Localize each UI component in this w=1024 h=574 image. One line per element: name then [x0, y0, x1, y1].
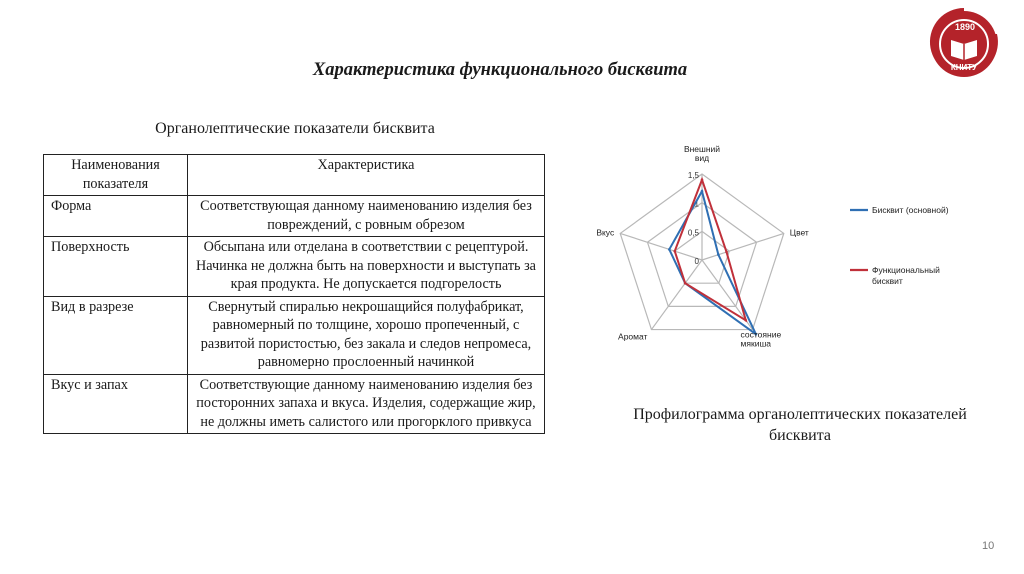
radar-axis-label: Аромат: [618, 331, 648, 342]
row-text: Соответствующие данному наименованию изделия без посторонних запаха и вкуса. Изделия, содержащие жир, не должны иметь салистого или прогорклого привкуса: [188, 374, 545, 434]
header-name: Наименования показателя: [44, 155, 188, 196]
table-caption: Органолептические показатели бисквита: [155, 120, 435, 137]
radar-point: [701, 178, 704, 181]
radar-chart: [596, 144, 984, 400]
radar-tick-label: 1: [694, 199, 699, 209]
row-text: Обсыпана или отделана в соответствии с рецептурой. Начинка не должна быть на поверхности и выступать за края продукта. Не допускается подгорелость: [188, 237, 545, 297]
logo-emblem-icon: [927, 4, 1001, 80]
chart-caption: [590, 404, 1010, 446]
page-number: 10: [982, 540, 995, 552]
legend-label: Функциональный бисквит: [872, 265, 940, 286]
radar-point: [684, 282, 687, 285]
slide-title: Характеристика функционального бисквита: [312, 60, 688, 80]
radar-point: [725, 251, 728, 254]
radar-series-line: [675, 180, 746, 321]
row-name: Форма: [44, 196, 188, 237]
radar-tick-label: 0: [694, 257, 699, 266]
radar-spoke: [620, 233, 702, 260]
table-row: [44, 374, 545, 434]
legend-label: Бисквит (основной): [872, 205, 949, 215]
organoleptic-table: [43, 154, 545, 434]
table-header-row: [44, 155, 545, 196]
table-row: [44, 196, 545, 237]
row-text: Свернутый спиралью некрошащийся полуфабрикат, равномерный по толщине, хорошо пропеченный, с развитой пористостью, без закала и следов непромеса, равномерно прослоенный начинкой: [188, 296, 545, 374]
logo-name: КНИТУ: [950, 63, 978, 72]
radar-chart-svg: [596, 144, 984, 400]
radar-point: [701, 190, 704, 193]
radar-point: [745, 319, 748, 322]
logo-year: 1890: [954, 22, 976, 32]
university-logo: [927, 4, 1001, 80]
row-name: Поверхность: [44, 237, 188, 297]
radar-axis-label: Цвет: [789, 227, 809, 238]
row-name: Вид в разрезе: [44, 296, 188, 374]
radar-point: [673, 250, 676, 253]
radar-tick-label: 0,5: [687, 228, 699, 238]
radar-point: [717, 253, 720, 256]
row-text: Соответствующая данному наименованию изделия без повреждений, с ровным обрезом: [188, 196, 545, 237]
chart-caption-line1: Профилограмма органолептических показателей: [633, 406, 967, 423]
radar-point: [668, 248, 671, 251]
radar-axis-label: Внешний вид: [683, 144, 721, 163]
table-row: [44, 296, 545, 374]
radar-tick-label: 1,5: [687, 171, 699, 180]
chart-caption-line2: бисквита: [769, 427, 831, 444]
chart-legend: [850, 205, 949, 286]
header-characteristic: Характеристика: [188, 155, 545, 196]
radar-spoke: [651, 260, 702, 330]
radar-axis-label: состояние мякиша: [740, 329, 782, 349]
row-name: Вкус и запах: [44, 374, 188, 434]
table-row: [44, 237, 545, 297]
radar-axis-label: Вкус: [596, 227, 615, 238]
